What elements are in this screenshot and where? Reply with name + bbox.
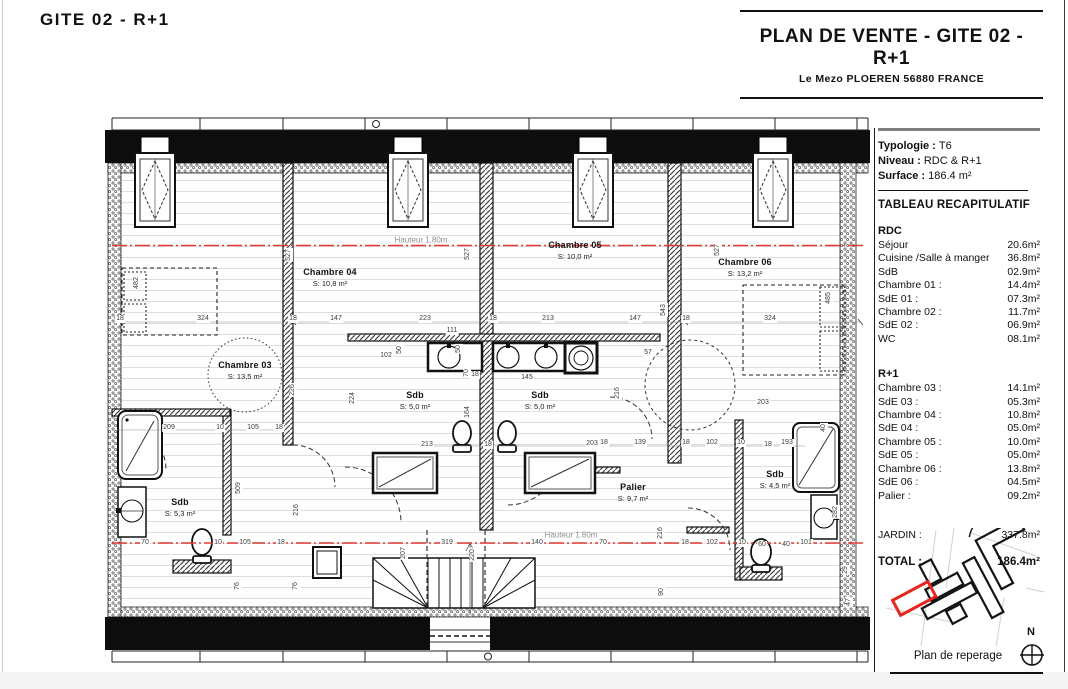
area-row-value: 14.4m² xyxy=(1007,279,1040,292)
area-row-value: 10.0m² xyxy=(1007,435,1040,448)
dimension-label: 509 xyxy=(235,482,242,494)
info-value: 186.4 m² xyxy=(928,169,972,182)
dimension-label: 324 xyxy=(197,315,209,322)
area-row-label: Chambre 03 : xyxy=(878,382,942,395)
room-labels-layer xyxy=(105,115,870,667)
title-block-top-rule xyxy=(740,10,1043,12)
dimension-label: 10 xyxy=(738,539,746,546)
room-area: S: 10,0 m² xyxy=(557,252,593,261)
room-label xyxy=(548,240,602,261)
dimension-label: 101 xyxy=(800,539,812,546)
dimension-label: 213 xyxy=(542,315,554,322)
room-area: S: 5,0 m² xyxy=(524,402,556,411)
sidebar-mid-rule xyxy=(878,190,1028,192)
info-line: Niveau : RDC & R+1 xyxy=(878,154,982,167)
area-row-value: 02.9m² xyxy=(1007,265,1040,278)
dimension-label: 50 xyxy=(396,346,403,354)
dimension-label: 482 xyxy=(133,277,140,289)
dimension-label: 10 xyxy=(737,439,745,446)
sidebar xyxy=(878,128,1040,570)
area-row-label: WC xyxy=(878,332,896,345)
room-label xyxy=(525,390,555,411)
dimension-label: 50 xyxy=(455,345,462,353)
area-row xyxy=(878,396,1040,409)
dimension-label: 282 xyxy=(832,506,839,518)
section-title: R+1 xyxy=(878,368,899,381)
recap-table-title: TABLEAU RECAPITULATIF xyxy=(878,199,1030,211)
area-row-value: 05.0m² xyxy=(1007,422,1040,435)
header-subtitle: Le Mezo PLOEREN 56880 FRANCE xyxy=(798,73,985,85)
section-title: RDC xyxy=(878,225,902,237)
dimension-label: 18 xyxy=(471,371,479,378)
dimension-label: 70 xyxy=(599,539,607,546)
title-block xyxy=(740,10,1043,99)
area-row-value: 20.6m² xyxy=(1007,239,1040,251)
dimension-label: 18 xyxy=(682,315,690,322)
room-name: Chambre 03 xyxy=(218,360,272,370)
dimension-label: 543 xyxy=(660,304,667,316)
dimension-label: 18 xyxy=(289,315,297,322)
area-row-label: SdE 02 : xyxy=(878,319,919,332)
dimension-label: 18 xyxy=(682,439,690,446)
room-label xyxy=(400,390,430,411)
dimension-label: 18 xyxy=(275,424,283,431)
dimension-label: 216 xyxy=(293,504,300,516)
dimension-label: 105 xyxy=(247,424,259,431)
dimension-label: 527 xyxy=(285,249,292,261)
info-value: T6 xyxy=(938,139,952,152)
area-row-value: 07.3m² xyxy=(1007,292,1040,305)
dimension-label: 226 xyxy=(289,384,296,396)
dimension-label: 102 xyxy=(706,539,718,546)
area-row xyxy=(878,449,1040,462)
room-label xyxy=(718,257,772,278)
area-row-label: Palier : xyxy=(878,489,911,502)
jardin-value: 337.8m² xyxy=(1001,528,1040,541)
room-name: Chambre 06 xyxy=(718,257,772,267)
area-row xyxy=(878,239,1040,252)
sidebar-top-rule xyxy=(878,128,1040,131)
page-title: GITE 02 - R+1 xyxy=(40,10,170,29)
dimension-label: 70 xyxy=(141,539,149,546)
dimension-label: 224 xyxy=(349,392,356,404)
room-label xyxy=(760,469,790,490)
dimension-label: 105 xyxy=(239,539,251,546)
area-row xyxy=(878,279,1040,292)
dimension-label: 140 xyxy=(531,539,543,546)
area-row xyxy=(878,463,1040,476)
area-row xyxy=(878,422,1040,435)
total-label: TOTAL : xyxy=(878,556,923,569)
map-caption: Plan de reperage xyxy=(913,650,1003,662)
area-row-value: 13.8m² xyxy=(1007,462,1040,475)
area-row xyxy=(878,382,1040,395)
dimension-label: 18 xyxy=(484,441,492,448)
room-area: S: 5,0 m² xyxy=(399,402,431,411)
header-title: PLAN DE VENTE - GITE 02 - R+1 xyxy=(759,26,1024,69)
dimension-label: 147 xyxy=(330,315,342,322)
area-row-label: Chambre 06 : xyxy=(878,462,942,475)
dimension-label: 18 xyxy=(681,539,689,546)
room-area: S: 10,8 m² xyxy=(312,279,348,288)
area-row-label: Chambre 05 : xyxy=(878,435,942,448)
dimension-label: 485 xyxy=(825,292,832,304)
area-row-label: Chambre 02 : xyxy=(878,306,942,319)
info-line: Typologie : T6 xyxy=(878,139,952,152)
recap-table xyxy=(878,225,1040,515)
room-name: Sdb xyxy=(406,390,424,400)
room-area: S: 13,5 m² xyxy=(227,372,263,381)
dimension-label: 319 xyxy=(441,539,453,546)
page-left-border xyxy=(2,0,3,689)
dimension-label: 220 xyxy=(469,549,476,561)
total-row xyxy=(878,556,1040,569)
dimension-label: 203 xyxy=(586,440,598,447)
dimension-label: 57 xyxy=(644,349,652,356)
area-row-label: SdE 05 : xyxy=(878,449,919,462)
room-area: S: 5,3 m² xyxy=(164,509,196,518)
dimension-label: 324 xyxy=(764,315,776,322)
dimension-label: 111 xyxy=(446,327,458,334)
dimension-label: 18 xyxy=(489,315,497,322)
area-row xyxy=(878,252,1040,265)
area-row xyxy=(878,409,1040,422)
area-row-label: SdE 01 : xyxy=(878,292,919,305)
dimension-label: 18 xyxy=(277,539,285,546)
area-row-value: 11.7m² xyxy=(1008,306,1040,319)
room-area: S: 9,7 m² xyxy=(617,494,649,503)
area-row-value: 05.3m² xyxy=(1007,395,1040,408)
site-map-buildings xyxy=(904,528,1048,633)
title-block-bottom-rule xyxy=(740,97,1043,99)
room-name: Sdb xyxy=(171,497,189,507)
dimension-label: 164 xyxy=(464,406,471,418)
area-row xyxy=(878,476,1040,489)
area-row xyxy=(878,436,1040,449)
dimension-label: 47 xyxy=(845,598,852,606)
room-name: Palier xyxy=(620,482,646,492)
site-map-highlight xyxy=(893,582,936,616)
dimension-label: 40 xyxy=(782,541,790,548)
area-row-value: 04.5m² xyxy=(1007,476,1040,489)
area-row-label: Cuisine /Salle à manger xyxy=(878,252,990,265)
area-row-label: Séjour xyxy=(878,239,909,251)
info-value: RDC & R+1 xyxy=(923,154,982,167)
area-row-value: 10.8m² xyxy=(1007,409,1040,422)
height-limit-label: Hauteur 1.80m xyxy=(544,530,598,540)
area-row xyxy=(878,490,1040,503)
jardin-label: JARDIN : xyxy=(878,528,922,541)
dimension-label: 213 xyxy=(421,441,433,448)
info-line: Surface : 186.4 m² xyxy=(878,169,972,182)
room-area: S: 13,2 m² xyxy=(727,269,763,278)
room-label xyxy=(218,360,272,381)
dimension-label: 70 xyxy=(463,369,470,377)
area-row xyxy=(878,293,1040,306)
room-label xyxy=(165,497,195,518)
room-label xyxy=(303,267,357,288)
dimension-label: 147 xyxy=(629,315,641,322)
dimension-label: 223 xyxy=(419,315,431,322)
page-right-border xyxy=(1064,0,1065,689)
dimension-label: 145 xyxy=(521,374,533,381)
area-row-value: 06.9m² xyxy=(1007,319,1040,332)
floor-plan xyxy=(105,115,870,667)
dimension-label: 139 xyxy=(634,439,646,446)
dimension-label: 60 xyxy=(758,541,766,548)
area-row xyxy=(878,333,1040,346)
area-row-label: SdE 03 : xyxy=(878,395,919,408)
dimension-label: 102 xyxy=(706,439,718,446)
sidebar-left-border xyxy=(874,128,875,672)
dimension-label: 90 xyxy=(658,588,665,596)
area-row xyxy=(878,319,1040,332)
room-name: Sdb xyxy=(766,469,784,479)
area-row-label: Chambre 01 : xyxy=(878,279,942,292)
dimension-label: 18 xyxy=(764,441,772,448)
north-label: N xyxy=(1027,626,1035,638)
room-area: S: 4,5 m² xyxy=(759,481,791,490)
dimension-label: 29 xyxy=(842,566,849,574)
area-row-label: SdE 04 : xyxy=(878,422,919,435)
dimension-label: 527 xyxy=(714,244,721,256)
dimension-label: 216 xyxy=(657,527,664,539)
dimension-label: 203 xyxy=(757,399,769,406)
room-name: Chambre 04 xyxy=(303,267,357,277)
total-value: 186.4m² xyxy=(997,556,1040,569)
unit-info xyxy=(878,139,1040,184)
sidebar-bottom-rule xyxy=(890,672,1043,674)
area-row-label: SdE 06 : xyxy=(878,476,919,489)
dimension-label: 76 xyxy=(234,582,241,590)
area-row xyxy=(878,306,1040,319)
dimension-label: 18 xyxy=(116,315,124,322)
area-row-value: 08.1m² xyxy=(1007,332,1040,345)
dimension-label: 216 xyxy=(614,387,621,399)
area-row-value: 14.1m² xyxy=(1007,382,1040,395)
dimension-label: 207 xyxy=(400,547,407,559)
area-row xyxy=(878,266,1040,279)
height-limit-label: Hauteur 1.80m xyxy=(394,235,448,245)
dimension-label: 209 xyxy=(163,424,175,431)
room-name: Sdb xyxy=(531,390,549,400)
area-row-label: SdB xyxy=(878,265,898,278)
dimension-label: 102 xyxy=(380,352,392,359)
dimension-label: 527 xyxy=(464,248,471,260)
page-bottom-margin xyxy=(0,672,1068,689)
room-label xyxy=(618,482,648,503)
room-name: Chambre 05 xyxy=(548,240,602,250)
area-row-value: 05.0m² xyxy=(1007,449,1040,462)
dimension-label: 10 xyxy=(214,539,222,546)
dimension-label: 18 xyxy=(600,439,608,446)
dimension-label: 10 xyxy=(216,424,224,431)
dimension-label: 40 xyxy=(820,424,827,432)
area-row-label: Chambre 04 : xyxy=(878,409,942,422)
area-row-value: 09.2m² xyxy=(1007,489,1040,502)
dimension-label: 76 xyxy=(292,582,299,590)
dimension-label: 193 xyxy=(781,439,793,446)
area-row-value: 36.8m² xyxy=(1007,252,1040,265)
north-compass-icon xyxy=(1019,642,1045,668)
